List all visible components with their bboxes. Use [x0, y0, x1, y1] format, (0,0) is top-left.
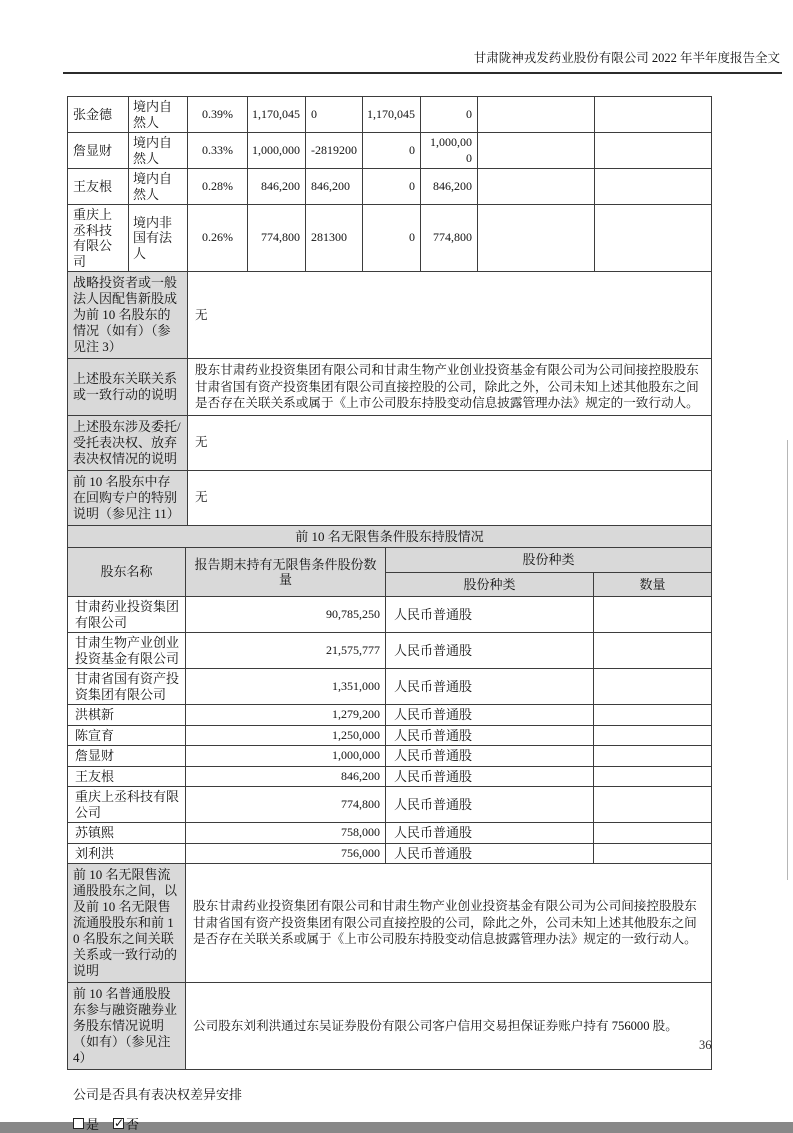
col-header-share-class: 股份种类: [386, 572, 594, 597]
shareholding-ratio-cell: 0.39%: [188, 97, 248, 133]
checkbox-yes-icon: [73, 1118, 84, 1129]
shareholder-name-cell: 张金德: [68, 97, 129, 133]
top10-shareholders-table: [67, 96, 712, 526]
unrestricted-shareholder-row: [68, 669, 712, 705]
note-row: [68, 359, 712, 416]
shareholder-row: [68, 97, 712, 133]
unrestricted-shares-qty-cell: 21,575,777: [186, 633, 386, 669]
shareholder-row: [68, 169, 712, 205]
shareholder-name-cell: 刘利洪: [68, 843, 186, 864]
unrestricted-shareholder-row: [68, 843, 712, 864]
shareholder-name-cell: 甘肃省国有资产投资集团有限公司: [68, 669, 186, 705]
note-value-cell: 无: [188, 415, 712, 470]
option-no-label: 否: [126, 1117, 140, 1132]
unrestricted-shareholder-row: [68, 823, 712, 844]
shareholder-name-cell: 甘肃生物产业创业投资基金有限公司: [68, 633, 186, 669]
col-header-shareholder-name: 股东名称: [68, 548, 186, 597]
shareholder-row: [68, 205, 712, 272]
note-value-cell: 无: [188, 272, 712, 359]
shareholder-name-cell: 重庆上丞科技有限公司: [68, 205, 129, 272]
shareholder-type-cell: 境内自然人: [129, 169, 188, 205]
pledge-qty-cell: [595, 205, 712, 272]
note-label-cell: 前 10 名股东中存在回购专户的特别说明（参见注 11）: [68, 470, 188, 525]
share-class-cell: 人民币普通股: [386, 669, 594, 705]
col-header-share-class-group: 股份种类: [386, 548, 712, 573]
page-header: [63, 50, 782, 74]
unrestricted-shareholder-row: [68, 746, 712, 767]
unrestricted-shares-qty-cell: 90,785,250: [186, 597, 386, 633]
table-header-row: [68, 548, 712, 573]
shares-change-cell: 281300: [306, 205, 363, 272]
shares-change-cell: 0: [306, 97, 363, 133]
share-class-cell: 人民币普通股: [386, 597, 594, 633]
share-class-cell: 人民币普通股: [386, 766, 594, 787]
share-qty-cell: [594, 787, 712, 823]
unrestricted-shareholder-row: [68, 633, 712, 669]
unrestricted-shares-qty-cell: 758,000: [186, 823, 386, 844]
share-qty-cell: [594, 633, 712, 669]
unrestricted-shareholder-row: [68, 725, 712, 746]
unrestricted-shareholder-row: [68, 766, 712, 787]
note-label-cell: 前 10 名无限售流通股股东之间，以及前 10 名无限售流通股股东和前 10 名股东之间关联关系或一致行动的说明: [68, 864, 186, 983]
share-qty-cell: [594, 823, 712, 844]
share-class-cell: 人民币普通股: [386, 787, 594, 823]
shareholder-name-cell: 甘肃药业投资集团有限公司: [68, 597, 186, 633]
unrestricted-shares-cell: 1,000,000: [421, 133, 478, 169]
voting-rights-options: [67, 1114, 712, 1133]
note-row: [68, 272, 712, 359]
shareholding-ratio-cell: 0.26%: [188, 205, 248, 272]
shareholder-row: [68, 133, 712, 169]
shareholder-name-cell: 陈宣育: [68, 725, 186, 746]
header-title: 甘肃陇神戎发药业股份有限公司 2022 年半年度报告全文: [473, 51, 780, 65]
pledge-status-cell: [478, 205, 595, 272]
note-value-cell: 公司股东刘利洪通过东吴证券股份有限公司客户信用交易担保证券账户持有 756000 股。: [186, 983, 712, 1070]
restricted-shares-cell: 0: [363, 169, 421, 205]
section-title-row: [68, 525, 712, 548]
share-class-cell: 人民币普通股: [386, 705, 594, 726]
note-label-cell: 上述股东关联关系或一致行动的说明: [68, 359, 188, 416]
pledge-status-cell: [478, 169, 595, 205]
shares-held-cell: 1,170,045: [248, 97, 306, 133]
note-row: [68, 470, 712, 525]
unrestricted-shares-qty-cell: 846,200: [186, 766, 386, 787]
shares-held-cell: 774,800: [248, 205, 306, 272]
note-value-cell: 股东甘肃药业投资集团有限公司和甘肃生物产业创业投资基金有限公司为公司间接控股股东甘肃省国有资产投资集团有限公司直接控股的公司，除此之外，公司未知上述其他股东之间是否存在关联关系或属于《上市公司股东持股变动信息披露管理办法》规定的一致行动人。: [186, 864, 712, 983]
share-class-cell: 人民币普通股: [386, 843, 594, 864]
share-class-cell: 人民币普通股: [386, 823, 594, 844]
shareholder-name-cell: 苏镇熙: [68, 823, 186, 844]
pledge-qty-cell: [595, 169, 712, 205]
section-title: 前 10 名无限售条件股东持股情况: [68, 525, 712, 548]
unrestricted-shares-qty-cell: 1,351,000: [186, 669, 386, 705]
note-label-cell: 上述股东涉及委托/受托表决权、放弃表决权情况的说明: [68, 415, 188, 470]
restricted-shares-cell: 1,170,045: [363, 97, 421, 133]
col-header-unrestricted-qty: 报告期末持有无限售条件股份数量: [186, 548, 386, 597]
share-class-cell: 人民币普通股: [386, 725, 594, 746]
checkbox-no-icon: [113, 1118, 124, 1129]
note-value-cell: 股东甘肃药业投资集团有限公司和甘肃生物产业创业投资基金有限公司为公司间接控股股东甘肃省国有资产投资集团有限公司直接控股的公司，除此之外，公司未知上述其他股东之间是否存在关联关系或属于《上市公司股东持股变动信息披露管理办法》规定的一致行动人。: [188, 359, 712, 416]
pledge-qty-cell: [595, 97, 712, 133]
shareholder-name-cell: 詹显财: [68, 746, 186, 767]
note-row: [68, 415, 712, 470]
shares-held-cell: 1,000,000: [248, 133, 306, 169]
shareholder-name-cell: 詹显财: [68, 133, 129, 169]
pledge-qty-cell: [595, 133, 712, 169]
unrestricted-shares-cell: 774,800: [421, 205, 478, 272]
share-qty-cell: [594, 597, 712, 633]
shareholder-name-cell: 洪棋新: [68, 705, 186, 726]
voting-rights-question: 公司是否具有表决权差异安排: [73, 1087, 243, 1102]
unrestricted-shares-qty-cell: 1,250,000: [186, 725, 386, 746]
pledge-status-cell: [478, 97, 595, 133]
unrestricted-shares-qty-cell: 774,800: [186, 787, 386, 823]
unrestricted-shareholder-row: [68, 705, 712, 726]
shareholding-ratio-cell: 0.28%: [188, 169, 248, 205]
shares-held-cell: 846,200: [248, 169, 306, 205]
option-yes: [73, 1114, 99, 1133]
option-yes-label: 是: [86, 1117, 100, 1132]
note-row: [68, 864, 712, 983]
note-row: [68, 983, 712, 1070]
shares-change-cell: 846,200: [306, 169, 363, 205]
col-header-share-amount: 数量: [594, 572, 712, 597]
unrestricted-shares-qty-cell: 756,000: [186, 843, 386, 864]
shareholder-name-cell: 王友根: [68, 169, 129, 205]
share-class-cell: 人民币普通股: [386, 746, 594, 767]
share-qty-cell: [594, 746, 712, 767]
shareholder-name-cell: 重庆上丞科技有限公司: [68, 787, 186, 823]
unrestricted-shares-qty-cell: 1,000,000: [186, 746, 386, 767]
share-qty-cell: [594, 705, 712, 726]
note-label-cell: 战略投资者或一般法人因配售新股成为前 10 名股东的情况（如有）（参见注 3）: [68, 272, 188, 359]
note-label-cell: 前 10 名普通股股东参与融资融券业务股东情况说明（如有）（参见注 4）: [68, 983, 186, 1070]
pledge-status-cell: [478, 133, 595, 169]
unrestricted-shares-qty-cell: 1,279,200: [186, 705, 386, 726]
page-number: 36: [699, 1038, 712, 1052]
page-content: [67, 96, 712, 1133]
share-qty-cell: [594, 725, 712, 746]
restricted-shares-cell: 0: [363, 205, 421, 272]
shares-change-cell: -2819200: [306, 133, 363, 169]
top10-unrestricted-shareholders-table: [67, 525, 712, 1071]
shareholder-type-cell: 境内自然人: [129, 97, 188, 133]
unrestricted-shares-cell: 846,200: [421, 169, 478, 205]
unrestricted-shares-cell: 0: [421, 97, 478, 133]
shareholding-ratio-cell: 0.33%: [188, 133, 248, 169]
share-qty-cell: [594, 843, 712, 864]
note-value-cell: 无: [188, 470, 712, 525]
shareholder-type-cell: 境内自然人: [129, 133, 188, 169]
share-class-cell: 人民币普通股: [386, 633, 594, 669]
shareholder-type-cell: 境内非国有法人: [129, 205, 188, 272]
scan-edge-artifact: [787, 440, 788, 880]
restricted-shares-cell: 0: [363, 133, 421, 169]
option-no: [113, 1114, 139, 1133]
shareholder-name-cell: 王友根: [68, 766, 186, 787]
share-qty-cell: [594, 766, 712, 787]
unrestricted-shareholder-row: [68, 787, 712, 823]
share-qty-cell: [594, 669, 712, 705]
unrestricted-shareholder-row: [68, 597, 712, 633]
